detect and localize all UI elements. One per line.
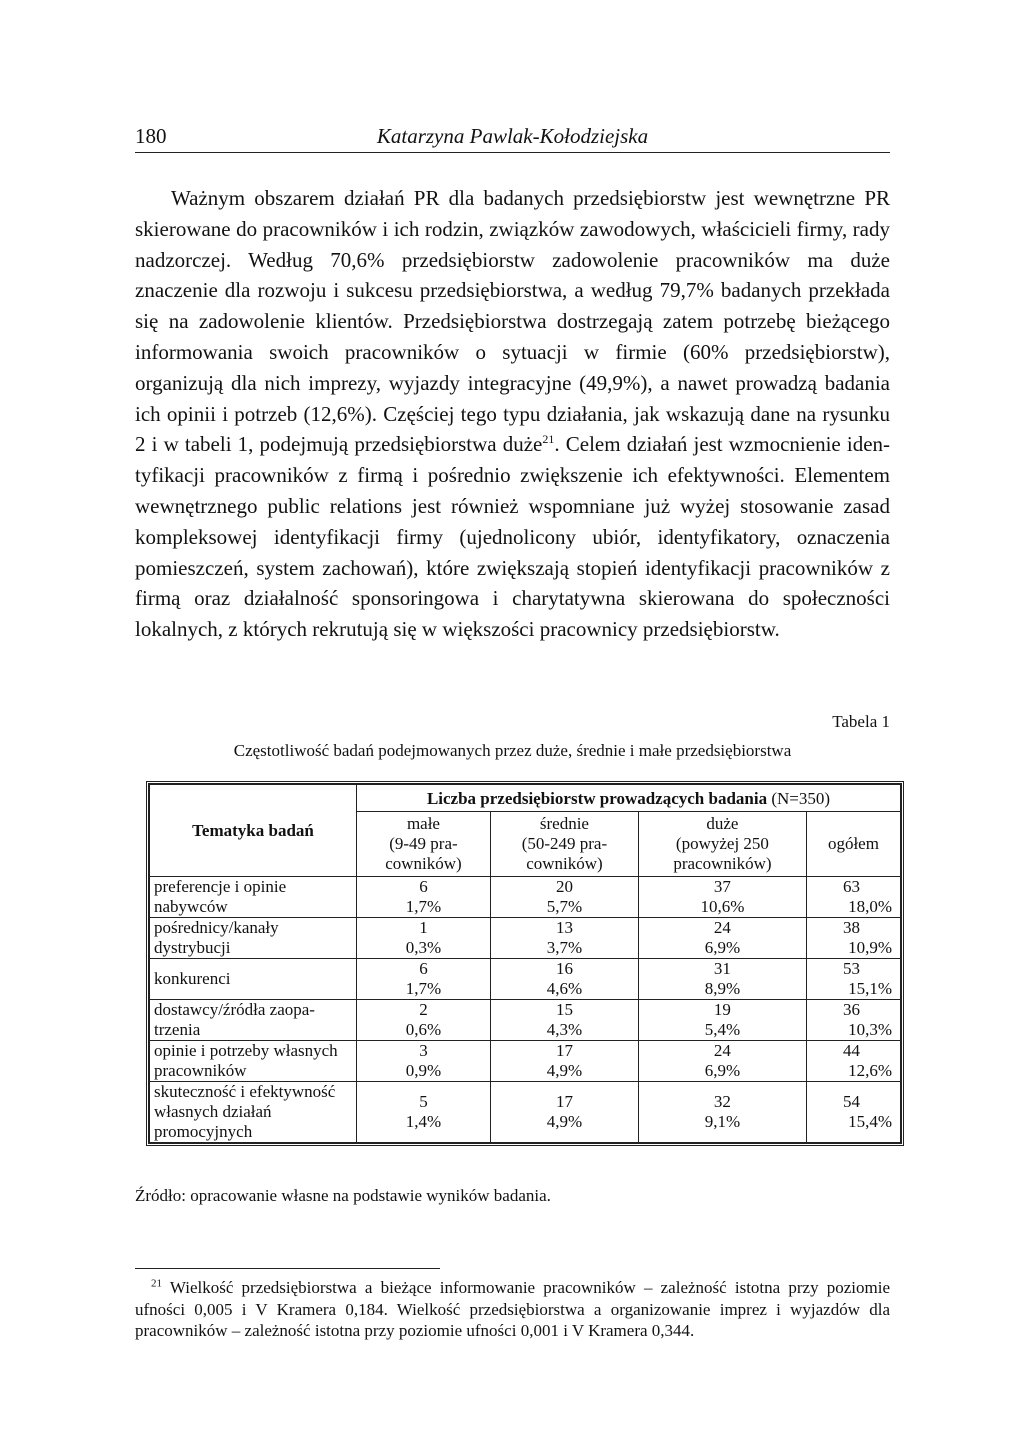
table-cell bbox=[357, 1041, 491, 1082]
cell-count: 53 bbox=[842, 959, 860, 978]
cell-count: 3 bbox=[419, 1041, 428, 1060]
table-row bbox=[150, 918, 901, 959]
cell-count: 63 bbox=[842, 877, 860, 896]
footnote bbox=[135, 1277, 890, 1342]
table-cell bbox=[357, 877, 491, 918]
cell-count: 24 bbox=[713, 1041, 731, 1060]
body-paragraph bbox=[135, 183, 890, 645]
cell-count: 16 bbox=[555, 959, 573, 978]
table-source: Źródło: opracowanie własne na podstawie wyników badania. bbox=[135, 1186, 551, 1205]
column-header-line: (50-249 pra- bbox=[521, 834, 608, 853]
cell-percent: 5,7% bbox=[546, 897, 583, 916]
row-topic: dostawcy/źródła zaopatrzenia bbox=[150, 1000, 357, 1041]
footnote-divider bbox=[135, 1268, 440, 1269]
column-header bbox=[638, 812, 806, 877]
column-header-line: średnie bbox=[539, 814, 589, 833]
table-cell bbox=[490, 1041, 638, 1082]
cell-count: 32 bbox=[713, 1092, 731, 1111]
column-header-line: duże bbox=[706, 814, 739, 833]
cell-percent: 10,6% bbox=[700, 897, 745, 916]
column-header bbox=[806, 812, 900, 877]
table-cell bbox=[638, 1000, 806, 1041]
table-cell bbox=[490, 877, 638, 918]
running-header bbox=[135, 124, 890, 153]
cell-percent: 6,9% bbox=[704, 938, 741, 957]
cell-percent: 4,6% bbox=[546, 979, 583, 998]
cell-percent: 10,9% bbox=[848, 938, 892, 957]
table-cell bbox=[806, 1041, 900, 1082]
cell-percent: 12,6% bbox=[848, 1061, 892, 1080]
column-header-line: (powyżej 250 bbox=[675, 834, 769, 853]
column-header-line: małe bbox=[406, 814, 440, 833]
cell-percent: 1,7% bbox=[405, 979, 442, 998]
table-cell bbox=[490, 1000, 638, 1041]
cell-percent: 15,4% bbox=[848, 1112, 892, 1131]
cell-count: 17 bbox=[555, 1041, 573, 1060]
body-text-part-2: . Celem działań jest wzmocnienie identyfikacji pracowników z firmą i pośrednio zwiększenie ich efektywności. Elementem wewnętrznego public relations jest również wspomniane już wyżej stosowanie zasad kompleksowej identyfikacji firmy (ujednolicony ubiór, identyfikatory, oznaczenia pomieszczeń, system zachowań), które zwiększają stopień identyfikacji pracowników z firmą oraz działalność sponsoringowa i charytatywna skierowana do społeczności lokalnych, z których rekrutują się w większości pracownicy przedsiębiorstw. bbox=[135, 432, 891, 642]
column-header bbox=[357, 812, 491, 877]
table-cell bbox=[357, 1000, 491, 1041]
cell-percent: 4,9% bbox=[546, 1061, 583, 1080]
cell-percent: 18,0% bbox=[848, 897, 892, 916]
row-topic: pośrednicy/kanały dystrybucji bbox=[150, 918, 357, 959]
table-cell bbox=[638, 877, 806, 918]
cell-percent: 1,4% bbox=[405, 1112, 442, 1131]
footnote-text: Wielkość przedsiębiorstwa a bieżące informowanie pracowników – zależność istotna przy poziomie ufności 0,005 i V Kramera 0,184. Wielkość przedsiębiorstwa a organizowanie imprez i wyjazdów dla pracowników – zależność istotna przy poziomie ufności 0,001 i V Kramera 0,344. bbox=[135, 1278, 890, 1340]
table-cell bbox=[806, 959, 900, 1000]
cell-count: 15 bbox=[555, 1000, 573, 1019]
column-header-line: (9-49 pra- bbox=[389, 834, 458, 853]
cell-count: 54 bbox=[842, 1092, 860, 1111]
table-row bbox=[150, 877, 901, 918]
topic-header: Tematyka badań bbox=[150, 785, 357, 877]
column-header bbox=[490, 812, 638, 877]
table-cell bbox=[806, 1082, 900, 1143]
cell-count: 36 bbox=[842, 1000, 860, 1019]
column-header-line: ogółem bbox=[827, 834, 879, 853]
cell-percent: 4,3% bbox=[546, 1020, 583, 1039]
cell-count: 24 bbox=[713, 918, 731, 937]
cell-count: 44 bbox=[842, 1041, 860, 1060]
table-cell bbox=[490, 918, 638, 959]
running-author: Katarzyna Pawlak-Kołodziejska bbox=[376, 124, 649, 148]
cell-percent: 1,7% bbox=[405, 897, 442, 916]
research-table bbox=[146, 781, 904, 1146]
cell-count: 17 bbox=[555, 1092, 573, 1111]
table-row bbox=[150, 959, 901, 1000]
table-title: Częstotliwość badań podejmowanych przez duże, średnie i małe przedsiębiorstwa bbox=[233, 741, 792, 760]
table-label: Tabela 1 bbox=[832, 712, 890, 731]
table-row bbox=[150, 1000, 901, 1041]
table-cell bbox=[806, 918, 900, 959]
cell-percent: 6,9% bbox=[704, 1061, 741, 1080]
table-cell bbox=[638, 959, 806, 1000]
research-table-grid bbox=[149, 784, 901, 1143]
cell-percent: 8,9% bbox=[704, 979, 741, 998]
column-header-line: pracowników) bbox=[673, 854, 772, 873]
table-cell bbox=[806, 1000, 900, 1041]
table-cell bbox=[357, 1082, 491, 1143]
table-cell bbox=[357, 959, 491, 1000]
cell-count: 31 bbox=[713, 959, 731, 978]
footnote-number: 21 bbox=[151, 1277, 162, 1290]
column-header-line: cowników) bbox=[385, 854, 462, 873]
cell-percent: 10,3% bbox=[848, 1020, 892, 1039]
column-header-line: cowników) bbox=[526, 854, 603, 873]
cell-percent: 4,9% bbox=[546, 1112, 583, 1131]
row-topic: konkurenci bbox=[150, 959, 357, 1000]
body-text-part-1: Ważnym obszarem działań PR dla badanych przedsiębiorstw jest wewnętrzne PR skierowane do pracowników i ich rodzin, związków zawodowych, właścicieli firmy, rady nadzorczej. Według 70,6% przedsiębiorstw zadowolenie pracowników ma duże znaczenie dla rozwoju i sukcesu przedsiębiorstwa, a według 79,7% badanych przekłada się na zadowolenie klientów. Przedsiębiorstwa dostrzegają zatem potrzebę bieżącego informowania swoich pracowników o sytuacji w firmie (60% przedsiębiorstw), organizują dla nich imprezy, wyjazdy integracyjne (49,9%), a nawet prowadzą badania ich opinii i potrzeb (12,6%). Częściej tego typu działania, jak wskazują dane na rysunku 2 i w tabeli 1, podejmują przedsiębiorstwa duże bbox=[135, 186, 890, 457]
cell-count: 13 bbox=[555, 918, 573, 937]
row-topic: skuteczność i efektywność własnych działań promocyjnych bbox=[150, 1082, 357, 1143]
table-cell bbox=[638, 1082, 806, 1143]
cell-percent: 5,4% bbox=[704, 1020, 741, 1039]
table-cell bbox=[638, 918, 806, 959]
cell-count: 6 bbox=[419, 959, 428, 978]
table-cell bbox=[806, 877, 900, 918]
group-header-sample: (N=350) bbox=[767, 789, 831, 808]
group-header bbox=[357, 785, 901, 812]
row-topic: preferencje i opinie nabywców bbox=[150, 877, 357, 918]
table-cell bbox=[490, 959, 638, 1000]
cell-count: 5 bbox=[419, 1092, 428, 1111]
group-header-bold: Liczba przedsiębiorstw prowadzących badania bbox=[426, 789, 768, 808]
cell-count: 20 bbox=[555, 877, 573, 896]
cell-count: 38 bbox=[842, 918, 860, 937]
table-body bbox=[150, 877, 901, 1143]
cell-percent: 0,6% bbox=[405, 1020, 442, 1039]
cell-percent: 0,9% bbox=[405, 1061, 442, 1080]
table-cell bbox=[357, 918, 491, 959]
page-number: 180 bbox=[135, 124, 167, 148]
cell-count: 1 bbox=[419, 918, 428, 937]
cell-percent: 15,1% bbox=[848, 979, 892, 998]
cell-count: 2 bbox=[419, 1000, 428, 1019]
cell-percent: 9,1% bbox=[704, 1112, 741, 1131]
row-topic: opinie i potrzeby własnych pracowników bbox=[150, 1041, 357, 1082]
cell-percent: 3,7% bbox=[546, 938, 583, 957]
cell-count: 6 bbox=[419, 877, 428, 896]
cell-count: 37 bbox=[713, 877, 731, 896]
table-cell bbox=[638, 1041, 806, 1082]
cell-count: 19 bbox=[713, 1000, 731, 1019]
table-cell bbox=[490, 1082, 638, 1143]
footnote-reference: 21 bbox=[542, 432, 555, 447]
table-row bbox=[150, 1041, 901, 1082]
cell-percent: 0,3% bbox=[405, 938, 442, 957]
table-row bbox=[150, 1082, 901, 1143]
